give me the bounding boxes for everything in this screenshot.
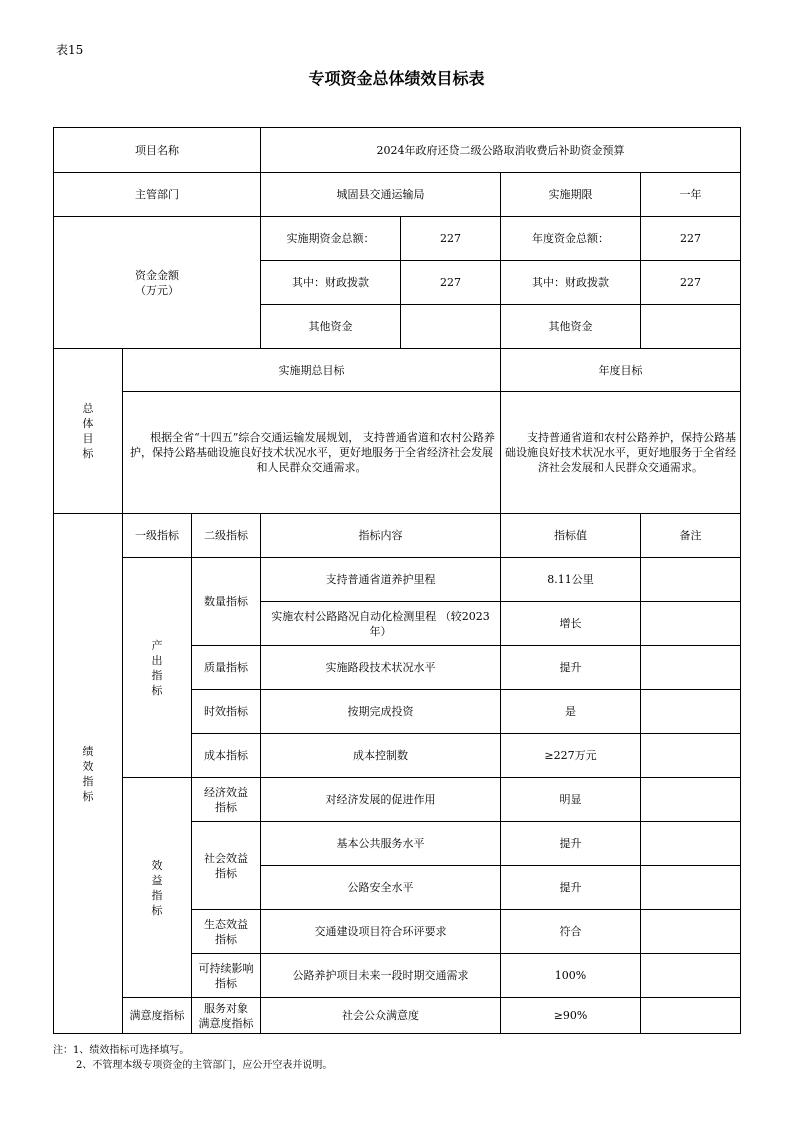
indicator-content: 实施农村公路路况自动化检测里程 （较2023年）: [261, 602, 501, 646]
page-title: 专项资金总体绩效目标表: [308, 69, 485, 88]
indicator-value: 是: [501, 690, 641, 734]
indicator-remark: [641, 910, 741, 954]
table-row: [54, 558, 741, 602]
content-header: 指标内容: [261, 514, 501, 558]
project-name-label: 项目名称: [54, 128, 261, 173]
level2-indicator: 时效指标: [192, 690, 261, 734]
indicator-content: 公路养护项目未来一段时期交通需求: [261, 954, 501, 998]
indicator-value: 8.11公里: [501, 558, 641, 602]
funds-annual-other-label: 其他资金: [501, 305, 641, 349]
benefit-indicators-label: 效 益 指 标: [123, 778, 192, 998]
indicator-content: 按期完成投资: [261, 690, 501, 734]
indicator-remark: [641, 822, 741, 866]
indicator-remark: [641, 646, 741, 690]
indicator-header-row: [54, 514, 741, 558]
period-label: 实施期限: [501, 173, 641, 217]
indicator-content: 交通建设项目符合环评要求: [261, 910, 501, 954]
social-benefit-label: 社会效益 指标: [192, 822, 261, 910]
funds-other-value: [401, 305, 501, 349]
indicator-remark: [641, 690, 741, 734]
level2-header: 二级指标: [192, 514, 261, 558]
level2-indicator: 成本指标: [192, 734, 261, 778]
indicator-content: 成本控制数: [261, 734, 501, 778]
annual-goal-text: 支持普通省道和农村公路养护，保持公路基础设施良好技术状况水平，更好地服务于全省经济社会发展和人民群众交通需求。: [501, 392, 741, 514]
indicator-remark: [641, 602, 741, 646]
footnote-2: 2、不管理本级专项资金的主管部门，应公开空表并说明。: [76, 1060, 333, 1071]
level2-indicator: 服务对象 满意度指标: [192, 998, 261, 1034]
funds-annual-label: 年度资金总额：: [501, 217, 641, 261]
indicator-remark: [641, 998, 741, 1034]
annual-goal-header: 年度目标: [501, 349, 741, 392]
indicator-value: ≥227万元: [501, 734, 641, 778]
footnotes: [53, 1043, 332, 1073]
indicator-value: 提升: [501, 866, 641, 910]
indicator-value: 100%: [501, 954, 641, 998]
indicator-remark: [641, 558, 741, 602]
footnote-1: 注：1、绩效指标可选择填写。: [53, 1045, 190, 1056]
indicator-content: 支持普通省道养护里程: [261, 558, 501, 602]
period-goal-text: 根据全省“十四五”综合交通运输发展规划， 支持普通省道和农村公路养护，保持公路基础设施良好技术状况水平，更好地服务于全省经济社会发展和人民群众交通需求。: [123, 392, 501, 514]
indicator-remark: [641, 866, 741, 910]
indicator-value: ≥90%: [501, 998, 641, 1034]
project-name-row: [54, 128, 741, 173]
department-row: [54, 173, 741, 217]
indicator-value: 符合: [501, 910, 641, 954]
performance-target-table: [53, 127, 741, 1034]
indicator-value: 增长: [501, 602, 641, 646]
funds-total-row: [54, 217, 741, 261]
funds-fiscal-label: 其中：财政拨款: [261, 261, 401, 305]
level2-indicator: 生态效益 指标: [192, 910, 261, 954]
funds-total-label: 实施期资金总额：: [261, 217, 401, 261]
funds-annual-fiscal-value: 227: [641, 261, 741, 305]
indicator-content: 对经济发展的促进作用: [261, 778, 501, 822]
indicator-value: 提升: [501, 822, 641, 866]
performance-indicators-label: 绩 效 指 标: [54, 514, 123, 1034]
department-label: 主管部门: [54, 173, 261, 217]
level2-indicator: 可持续影响 指标: [192, 954, 261, 998]
funds-label: 资金金额 （万元）: [54, 217, 261, 349]
table-number: 表15: [56, 43, 84, 57]
goals-header-row: [54, 349, 741, 392]
quantity-indicator-label: 数量指标: [192, 558, 261, 646]
level1-header: 一级指标: [123, 514, 192, 558]
overall-goals-label: 总 体 目 标: [54, 349, 123, 514]
indicator-remark: [641, 734, 741, 778]
level2-indicator: 质量指标: [192, 646, 261, 690]
indicator-remark: [641, 954, 741, 998]
funds-annual-fiscal-label: 其中：财政拨款: [501, 261, 641, 305]
indicator-remark: [641, 778, 741, 822]
project-name-value: 2024年政府还贷二级公路取消收费后补助资金预算: [261, 128, 741, 173]
value-header: 指标值: [501, 514, 641, 558]
output-indicators-label: 产 出 指 标: [123, 558, 192, 778]
remark-header: 备注: [641, 514, 741, 558]
level2-indicator: 经济效益 指标: [192, 778, 261, 822]
table-row: [54, 778, 741, 822]
department-value: 城固县交通运输局: [261, 173, 501, 217]
indicator-value: 提升: [501, 646, 641, 690]
indicator-content: 社会公众满意度: [261, 998, 501, 1034]
funds-other-label: 其他资金: [261, 305, 401, 349]
funds-total-value: 227: [401, 217, 501, 261]
table-row: [54, 998, 741, 1034]
satisfaction-indicators-label: 满意度指标: [123, 998, 192, 1034]
funds-fiscal-value: 227: [401, 261, 501, 305]
indicator-content: 公路安全水平: [261, 866, 501, 910]
period-value: 一年: [641, 173, 741, 217]
goals-text-row: [54, 392, 741, 514]
indicator-value: 明显: [501, 778, 641, 822]
funds-annual-value: 227: [641, 217, 741, 261]
period-goal-header: 实施期总目标: [123, 349, 501, 392]
indicator-content: 基本公共服务水平: [261, 822, 501, 866]
funds-annual-other-value: [641, 305, 741, 349]
indicator-content: 实施路段技术状况水平: [261, 646, 501, 690]
